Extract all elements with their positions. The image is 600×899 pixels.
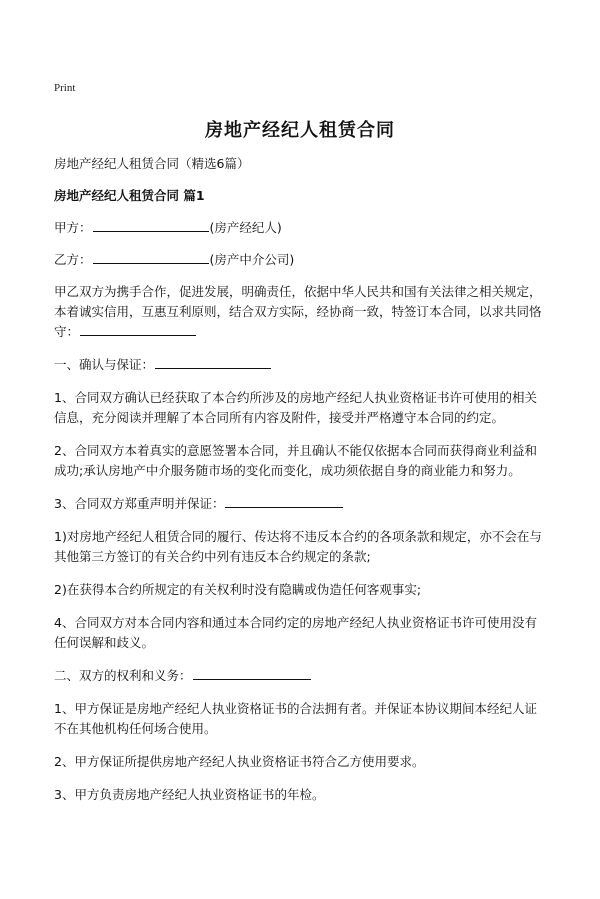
preamble-paragraph: 甲乙双方为携手合作，促进发展，明确责任，依据中华人民共和国有关法律之相关规定，本着诚实信用，互惠互利原则，结合双方实际，经协商一致，特签订本合同，以求共同恪守： [54, 284, 542, 339]
clause-1-1: 1、合同双方确认已经获取了本合约所涉及的房地产经纪人执业资格证书许可使用的相关信息，充分阅读并理解了本合同所有内容及附件，接受并严格遵守本合同的约定。 [54, 390, 537, 425]
preamble-blank [80, 323, 196, 336]
document-body [54, 154, 546, 818]
clause-2-2: 2、甲方保证所提供房地产经纪人执业资格证书符合乙方使用要求。 [54, 754, 425, 769]
clause-1-2: 2、合同双方本着真实的意愿签署本合同，并且确认不能仅依据本合同而获得商业利益和成功;承认房地产中介服务随市场的变化而变化，成功须依据自身的商业能力和努力。 [54, 443, 537, 478]
section-heading: 房地产经纪人租赁合同 篇1 [54, 188, 205, 203]
party-a-label: 甲方： [54, 220, 92, 235]
part1-blank [155, 356, 271, 369]
party-a-blank [93, 219, 209, 232]
clause-1-3: 3、合同双方郑重声明并保证： [54, 494, 546, 514]
party-a-line [54, 218, 546, 238]
document-title: 房地产经纪人租赁合同 [205, 120, 395, 141]
part2-blank [193, 667, 311, 680]
party-a-role: (房产经纪人) [209, 220, 282, 235]
clause-2-3: 3、甲方负责房地产经纪人执业资格证书的年检。 [54, 787, 325, 802]
clause-2-1: 1、甲方保证是房地产经纪人执业资格证书的合法拥有者。并保证本协议期间本经纪人证不在其他机构任何场合使用。 [54, 701, 537, 736]
party-b-role: (房产中介公司) [209, 252, 295, 267]
party-b-line [54, 250, 546, 270]
clause-1-4: 4、合同双方对本合同内容和通过本合同约定的房地产经纪人执业资格证书许可使用没有任何误解和歧义。 [54, 615, 537, 650]
clause-1-3-1: 1)对房地产经纪人租赁合同的履行、传达将不违反本合约的各项条款和规定，亦不会在与其他第三方签订的有关合约中列有违反本合约规定的条款; [54, 529, 542, 564]
part2-heading: 二、双方的权利和义务： [54, 666, 546, 686]
document-subtitle: 房地产经纪人租赁合同（精选6篇） [54, 156, 250, 171]
print-link[interactable]: Print [54, 82, 76, 94]
party-b-label: 乙方： [54, 252, 92, 267]
clause-1-3-2: 2)在获得本合约所规定的有关权利时没有隐瞒或伪造任何客观事实; [54, 582, 422, 597]
party-b-blank [93, 251, 209, 264]
part1-heading: 一、确认与保证： [54, 355, 546, 375]
clause-1-3-blank [225, 495, 343, 508]
